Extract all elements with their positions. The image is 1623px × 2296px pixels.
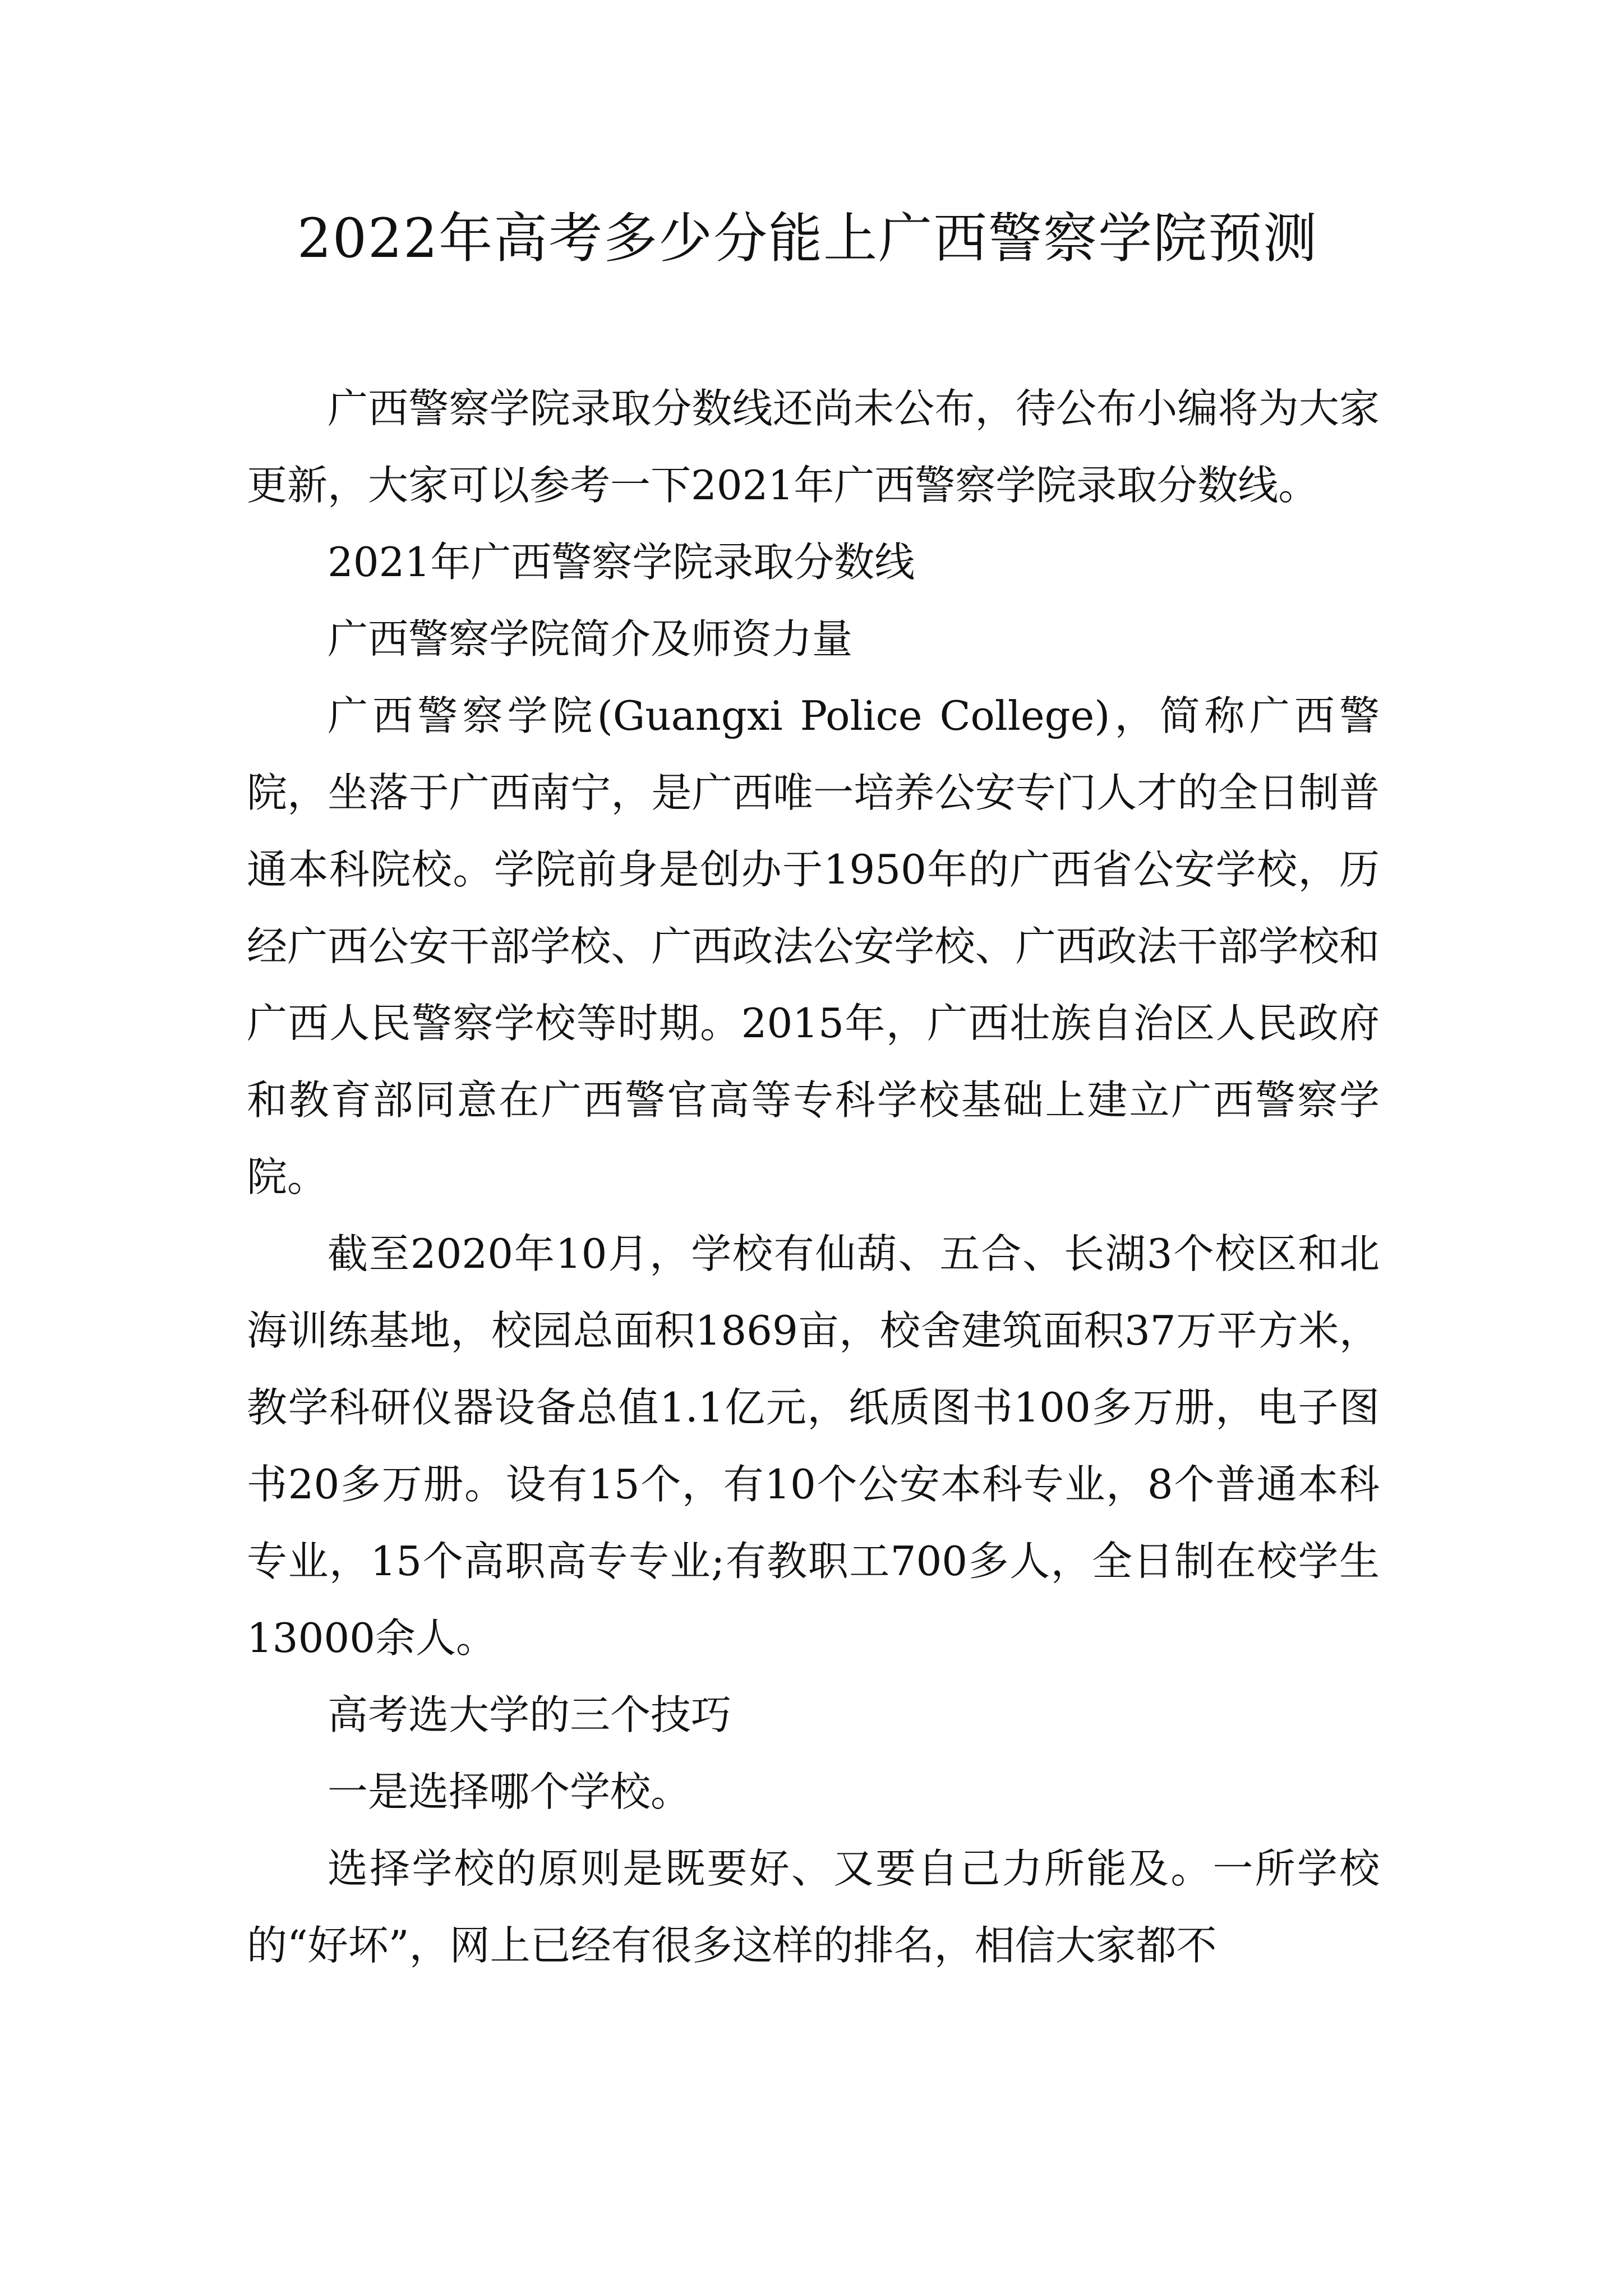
tip-one-paragraph: 选择学校的原则是既要好、又要自己力所能及。一所学校的“好坏”，网上已经有很多这样的排名，相信大家都不: [247, 1845, 1380, 1969]
intro-paragraph: 广西警察学院录取分数线还尚未公布，待公布小编将为大家更新，大家可以参考一下2021年广西警察学院录取分数线。: [247, 385, 1380, 509]
campus-facts-paragraph: 截至2020年10月，学校有仙葫、五合、长湖3个校区和北海训练基地，校园总面积1869亩，校舍建筑面积37万平方米，教学科研仪器设备总值1.1亿元，纸质图书100多万册，电子图书20多万册。设有15个，有10个公安本科专业，8个普通本科专业，15个高职高专专业;有教职工700多人，全日制在校学生13000余人。: [247, 1230, 1380, 1662]
intro-heading: 广西警察学院简介及师资力量: [328, 615, 853, 662]
score-line-heading: 2021年广西警察学院录取分数线: [328, 539, 915, 586]
document-title: 2022年高考多少分能上广西警察学院预测: [297, 207, 1318, 270]
document-body: [247, 370, 1380, 1984]
tips-heading: 高考选大学的三个技巧: [328, 1691, 732, 1738]
college-history-paragraph: 广西警察学院(Guangxi Police College)，简称广西警院，坐落于广西南宁，是广西唯一培养公安专门人才的全日制普通本科院校。学院前身是创办于1950年的广西省公安学校，历经广西公安干部学校、广西政法公安学校、广西政法干部学校和广西人民警察学校等时期。2015年，广西壮族自治区人民政府和教育部同意在广西警官高等专科学校基础上建立广西警察学院。: [247, 692, 1380, 1200]
tip-one-heading: 一是选择哪个学校。: [328, 1768, 691, 1815]
